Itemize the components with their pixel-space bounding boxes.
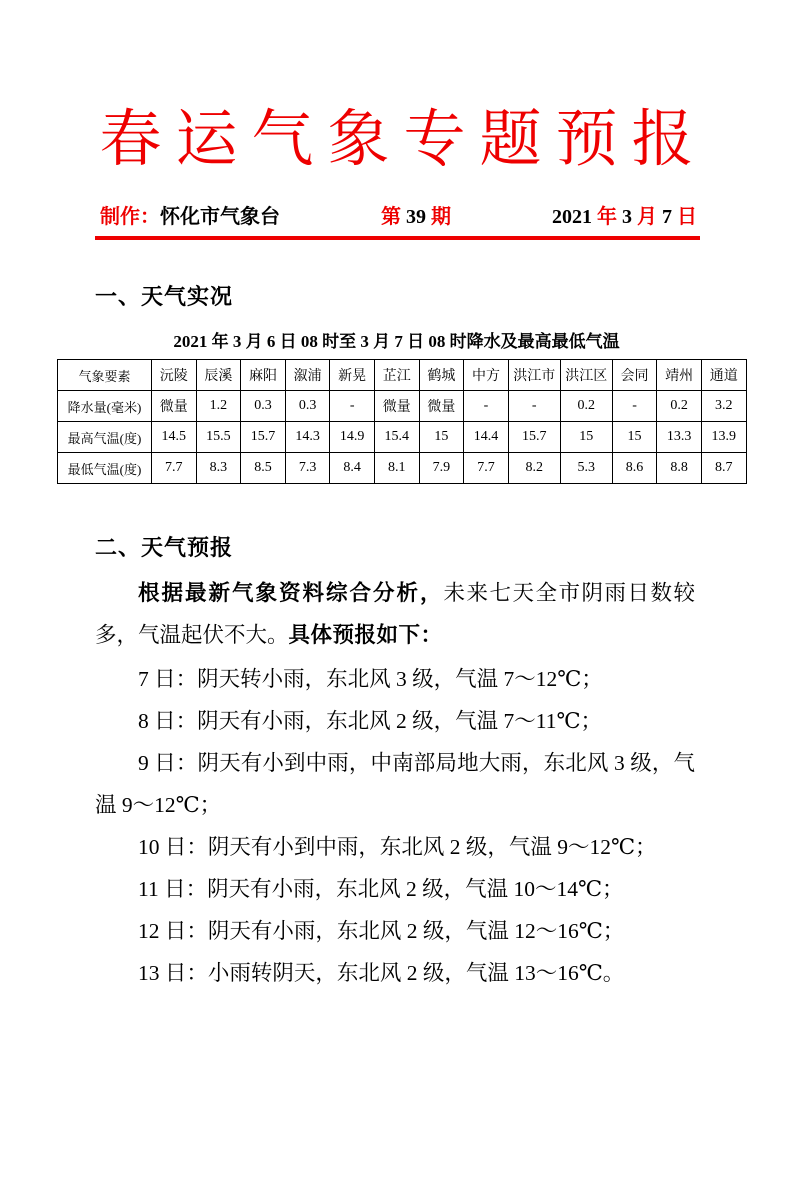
table-header-cell: 鹤城 [419,360,464,391]
table-cell: - [330,391,375,422]
table-header-cell: 会同 [612,360,657,391]
table-cell: - [508,391,560,422]
date-year-unit: 年 [592,206,622,228]
table-cell: 微量 [152,391,197,422]
table-cell: 7.9 [419,453,464,484]
table-header-cell: 新晃 [330,360,375,391]
intro-normal-text: 未来七天全市阴雨日数较多，气温起伏不大。 [95,581,695,647]
table-cell: 1.2 [196,391,241,422]
date-month: 3 [622,206,632,228]
table-cell: 8.2 [508,453,560,484]
table-cell: 0.3 [241,391,286,422]
table-header-cell: 溆浦 [285,360,330,391]
table-header-cell: 芷江 [374,360,419,391]
table-cell: 15.4 [374,422,419,453]
table-cell: 7.3 [285,453,330,484]
table-cell: 14.4 [464,422,509,453]
date-day-unit: 日 [672,206,697,228]
table-cell: - [612,391,657,422]
weather-table-caption: 2021 年 3 月 6 日 08 时至 3 月 7 日 08 时降水及最高最低气温 [173,332,620,351]
table-row [58,422,747,453]
issue-suffix: 期 [431,206,451,228]
forecast-intro-paragraph [95,572,695,656]
table-header-cell: 靖州 [657,360,702,391]
table-cell: 8.4 [330,453,375,484]
weather-table-head [58,360,747,391]
table-header-cell: 辰溪 [196,360,241,391]
table-cell: 14.5 [152,422,197,453]
date-month-unit: 月 [632,206,662,228]
table-header-cell: 洪江区 [560,360,612,391]
table-cell: - [464,391,509,422]
table-cell: 14.9 [330,422,375,453]
forecast-list [95,658,695,994]
table-cell: 15 [419,422,464,453]
issue-prefix: 第 [381,206,401,228]
date-year: 2021 [552,206,592,228]
producer-value: 怀化市气象台 [160,206,280,228]
table-cell: 8.1 [374,453,419,484]
table-cell: 15 [560,422,612,453]
forecast-line: 10 日：阴天有小到中雨，东北风 2 级，气温 9～12℃； [138,835,657,859]
table-cell: 15.7 [508,422,560,453]
date-day: 7 [662,206,672,228]
document-meta-row [100,200,697,229]
table-cell: 15 [612,422,657,453]
table-header-row [58,360,747,391]
row-label-cell: 最高气温(度) [58,422,152,453]
table-cell: 0.2 [560,391,612,422]
producer-field [100,200,280,229]
date-field [552,200,697,229]
table-cell: 7.7 [152,453,197,484]
table-cell: 8.7 [701,453,746,484]
table-header-cell: 沅陵 [152,360,197,391]
table-cell: 13.9 [701,422,746,453]
forecast-line: 12 日：阴天有小雨，东北风 2 级，气温 12～16℃； [138,919,625,943]
forecast-line: 13 日：小雨转阴天，东北风 2 级，气温 13～16℃。 [138,961,625,985]
table-cell: 8.3 [196,453,241,484]
table-cell: 8.5 [241,453,286,484]
table-cell: 0.3 [285,391,330,422]
forecast-line: 9 日：阴天有小到中雨，中南部局地大雨，东北风 3 级，气温 9～12℃； [95,751,695,817]
weather-table [57,359,747,484]
row-label-cell: 降水量(毫米) [58,391,152,422]
table-cell: 8.8 [657,453,702,484]
table-cell: 8.6 [612,453,657,484]
weather-table-body [58,391,747,484]
table-cell: 15.7 [241,422,286,453]
intro-bold-tail: 具体预报如下： [288,623,443,647]
table-row [58,391,747,422]
forecast-line: 7 日：阴天转小雨，东北风 3 级，气温 7～12℃； [138,667,603,691]
intro-bold-lead: 根据最新气象资料综合分析， [138,581,444,605]
table-cell: 3.2 [701,391,746,422]
table-cell: 微量 [374,391,419,422]
table-cell: 7.7 [464,453,509,484]
table-header-cell: 洪江市 [508,360,560,391]
forecast-line: 11 日：阴天有小雨，东北风 2 级，气温 10～14℃； [138,877,624,901]
table-header-cell: 气象要素 [58,360,152,391]
header-rule [95,236,700,240]
producer-label: 制作： [100,206,160,228]
table-cell: 15.5 [196,422,241,453]
section2-heading: 二、天气预报 [95,535,234,560]
row-label-cell: 最低气温(度) [58,453,152,484]
issue-field [381,200,451,229]
table-cell: 5.3 [560,453,612,484]
table-cell: 14.3 [285,422,330,453]
table-header-cell: 中方 [464,360,509,391]
table-cell: 微量 [419,391,464,422]
table-row [58,453,747,484]
table-header-cell: 麻阳 [241,360,286,391]
page-title: 春运气象专题预报 [99,105,708,174]
issue-number: 39 [401,206,431,228]
document-page [0,72,793,1194]
table-cell: 0.2 [657,391,702,422]
table-cell: 13.3 [657,422,702,453]
forecast-line: 8 日：阴天有小雨，东北风 2 级，气温 7～11℃； [138,709,603,733]
section1-heading: 一、天气实况 [95,284,234,309]
table-header-cell: 通道 [701,360,746,391]
